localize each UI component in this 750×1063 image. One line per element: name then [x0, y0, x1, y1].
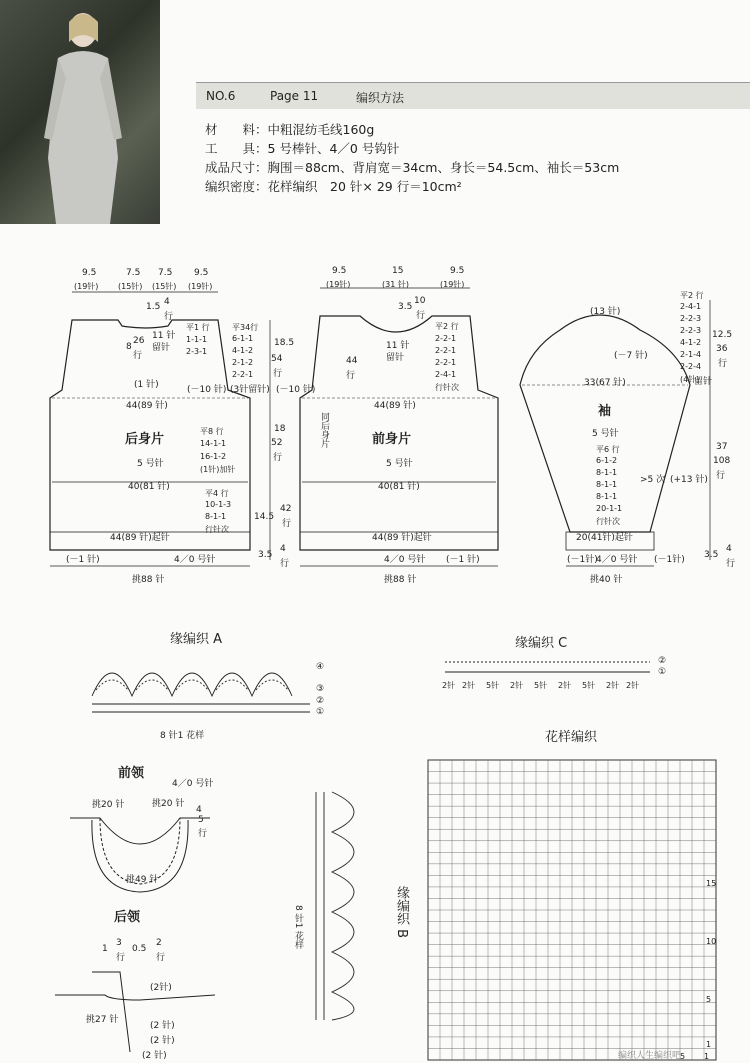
front-neck-c: 行: [416, 311, 426, 321]
edge-c-count-6: 5针: [582, 681, 596, 690]
front-neck-pick1: 挑20 针: [92, 800, 125, 810]
back-dim-3: 7.5: [158, 268, 173, 278]
back-neck-k2b: (2 针): [150, 1036, 175, 1046]
front-needle: 5 号针: [386, 459, 413, 469]
page-number: Page 11: [270, 89, 319, 103]
sleeve-hook: 4／0 号针: [596, 555, 638, 565]
front-same: 同后身片: [319, 412, 329, 448]
back-dim-1: 9.5: [82, 268, 97, 278]
pattern-row-5: 5: [706, 995, 712, 1004]
sleeve-minus1b: (－1针): [654, 555, 685, 565]
front-neck-row-5: 行针次: [435, 383, 459, 392]
back-h4: 4: [280, 544, 286, 554]
front-count-3: (19针): [440, 280, 465, 289]
pattern-number: NO.6: [206, 89, 236, 103]
edge-a-row-1: ①: [316, 707, 325, 717]
back-count-1: (19针): [74, 282, 99, 291]
back-shoulder2-1: 6-1-1: [232, 334, 254, 343]
back-minus1: (1 针): [134, 380, 159, 390]
sleeve-inc-2: 8-1-1: [596, 468, 618, 477]
edge-c-count-2: 5针: [486, 681, 500, 690]
back-h52: 52: [271, 438, 283, 448]
front-side-v: 44: [346, 356, 358, 366]
front-keep: 11 针: [386, 341, 410, 351]
back-side-0: 平8 行: [200, 427, 224, 436]
edge-c-count-1: 2针: [462, 681, 476, 690]
sleeve-cap-2: 2-2-3: [680, 314, 702, 323]
front-neck-row-1: 2-2-1: [435, 334, 457, 343]
edge-c-row-2: ②: [658, 656, 667, 666]
sleeve-len: 37: [716, 442, 728, 452]
sleeve-inc-5: 20-1-1: [596, 504, 623, 513]
back-neck-b: 4: [164, 297, 170, 307]
front-w44: 44(89 针): [374, 401, 416, 411]
sleeve-cap-3: 2-2-3: [680, 326, 702, 335]
size-line: 成品尺寸：胸围＝88cm、背肩宽＝34cm、身长＝54.5cm、袖长＝53cm: [205, 160, 620, 175]
gauge-line: 编织密度：花样编织 20 针× 29 行＝10cm²: [205, 179, 462, 194]
front-neck-hook: 4／0 号针: [172, 779, 214, 789]
back-neck-e: 26: [133, 336, 145, 346]
back-arm: 18.5: [274, 338, 295, 348]
back-count-4: (19针): [188, 282, 213, 291]
edge-c-count-4: 5针: [534, 681, 548, 690]
back-neck-k2c: (2 针): [142, 1051, 167, 1061]
back-neck-c: 行: [164, 312, 174, 322]
front-neck-nr: 行: [198, 829, 208, 839]
sleeve-cap-5: 2-1-4: [680, 350, 702, 359]
sleeve-cap-hr: 行: [718, 359, 728, 369]
edge-c-count-8: 2针: [626, 681, 640, 690]
back-arm-r: 行: [273, 369, 283, 379]
back-side-1: 14-1-1: [200, 439, 227, 448]
sleeve-keep2: 留针: [694, 377, 713, 387]
sleeve-cap-0: 平2 行: [680, 291, 704, 300]
pattern-col-5: 5: [680, 1052, 686, 1061]
sleeve-needle: 5 号针: [592, 429, 619, 439]
edge-c-count-7: 2针: [606, 681, 620, 690]
back-w44: 44(89 针): [126, 401, 168, 411]
front-count-1: (19针): [326, 280, 351, 289]
edge-b-title: 缘编织 B: [394, 886, 409, 939]
front-piece-title: 前身片: [372, 432, 412, 447]
back-neck-a1: 1: [102, 944, 108, 954]
back-shoulder-1: 1-1-1: [186, 335, 208, 344]
sleeve-cap-7: (4针): [680, 375, 700, 384]
pattern-col-1: 1: [704, 1052, 710, 1061]
sleeve-cap-4: 4-1-2: [680, 338, 702, 347]
back-hem-3: 行针次: [205, 525, 229, 534]
sleeve-lenr: 行: [716, 471, 726, 481]
front-neck-n5: 5: [198, 815, 204, 825]
back-shoulder2-2: 4-1-2: [232, 346, 254, 355]
sleeve-plus13: (+13 针): [670, 475, 708, 485]
back-shoulder-0: 平1 行: [186, 323, 210, 332]
edge-c-count-0: 2针: [442, 681, 456, 690]
back-minus10: (－10 针): [187, 385, 227, 395]
back-keep3: (3针留针): [230, 385, 270, 395]
back-h42r: 行: [282, 519, 292, 529]
edge-c-count-5: 2针: [558, 681, 572, 690]
back-hem-2: 8-1-1: [205, 512, 227, 521]
front-neck-row-0: 平2 行: [435, 322, 459, 331]
front-neck-row-2: 2-2-1: [435, 346, 457, 355]
front-pick: 挑88 针: [384, 575, 417, 585]
sleeve-inc-4: 8-1-1: [596, 492, 618, 501]
pattern-title: 花样编织: [545, 730, 598, 745]
back-w40: 40(81 针): [128, 482, 170, 492]
tools-line: 工 具：5 号棒针、4／0 号钩针: [205, 141, 400, 156]
back-side-3: (1针)加针: [200, 465, 236, 474]
back-neck-b2: 2: [156, 938, 162, 948]
back-keep: 11 针: [152, 331, 176, 341]
back-h52r: 行: [273, 453, 283, 463]
front-dim-2: 15: [392, 266, 404, 276]
back-hook: 4／0 号针: [174, 555, 216, 565]
sleeve-inc-6: 行针次: [596, 517, 620, 526]
edge-a-title: 缘编织 A: [170, 632, 223, 647]
back-neck-k2d: (2针): [150, 983, 172, 993]
materials-line: 材 料：中粗混纺毛线160g: [205, 122, 375, 137]
back-h35: 3.5: [258, 550, 273, 560]
sleeve-h35: 3.5: [704, 550, 719, 560]
back-neck-f: 行: [133, 351, 143, 361]
edge-b-repeat: 8 针1 花样: [293, 905, 303, 950]
edge-a-row-4: ④: [316, 662, 325, 672]
back-h4r: 行: [280, 559, 290, 569]
back-piece-title: 后身片: [125, 432, 165, 447]
back-hem-0: 平4 行: [205, 489, 229, 498]
pattern-row-15: 15: [706, 879, 717, 888]
sleeve-title: 袖: [598, 404, 612, 419]
front-neck-row-3: 2-2-1: [435, 358, 457, 367]
front-neck-a: 3.5: [398, 302, 413, 312]
front-side-vr: 行: [346, 371, 356, 381]
front-neck-n4: 4: [196, 805, 202, 815]
edge-a-repeat: 8 针1 花样: [160, 731, 205, 741]
sleeve-inc-1: 6-1-2: [596, 456, 618, 465]
back-h42: 42: [280, 504, 292, 514]
front-dim-3: 9.5: [450, 266, 465, 276]
back-needle: 5 号针: [137, 459, 164, 469]
back-dim-2: 7.5: [126, 268, 141, 278]
back-h18: 18: [274, 424, 286, 434]
front-neck-pick2: 挑20 针: [152, 799, 185, 809]
sleeve-cap-h: 12.5: [712, 330, 733, 340]
front-keep2: 留针: [386, 353, 405, 363]
front-w40: 40(81 针): [378, 482, 420, 492]
pattern-row-10: 10: [706, 937, 717, 946]
sleeve-inc-3: 8-1-1: [596, 480, 618, 489]
sleeve-w33: 33(67 针): [584, 378, 626, 388]
front-cast: 44(89 针)起针: [372, 533, 432, 543]
back-shoulder2-4: 2-2-1: [232, 370, 254, 379]
pattern-row-1: 1: [706, 1040, 712, 1049]
sleeve-cast: 20(41针)起针: [576, 533, 633, 543]
back-shoulder-2: 2-3-1: [186, 347, 208, 356]
sleeve-minus1: (－1针): [567, 555, 598, 565]
back-shoulder2-0: 平34行: [232, 323, 259, 332]
sleeve-lenc: 108: [713, 456, 731, 466]
sleeve-cap-6: 2-2-4: [680, 362, 702, 371]
back-neck-a: 1.5: [146, 302, 161, 312]
back-shoulder2-3: 2-1-2: [232, 358, 254, 367]
edge-a-row-2: ②: [316, 696, 325, 706]
back-neck-title: 后领: [114, 910, 141, 925]
front-minus10: (－10 针): [276, 385, 316, 395]
back-h145: 14.5: [254, 512, 275, 522]
header-title: 编织方法: [356, 91, 405, 105]
front-dim-1: 9.5: [332, 266, 347, 276]
back-cast: 44(89 针)起针: [110, 533, 170, 543]
back-neck-ar: 行: [116, 953, 126, 963]
back-neck-k2: (2 针): [150, 1021, 175, 1031]
back-neck-b05: 0.5: [132, 944, 147, 954]
edge-b-diagram: [316, 792, 354, 1020]
sleeve-pick: 挑40 针: [590, 575, 623, 585]
sleeve-minus7: (－7 针): [614, 351, 648, 361]
back-hem-1: 10-1-3: [205, 500, 232, 509]
back-dim-4: 9.5: [194, 268, 209, 278]
back-count-3: (15针): [152, 282, 177, 291]
front-minus1: (－1 针): [446, 555, 480, 565]
back-minus1b: (－1 针): [66, 555, 100, 565]
sleeve-cap-1: 2-4-1: [680, 302, 702, 311]
edge-c-count-3: 2针: [510, 681, 524, 690]
back-keep2: 留针: [152, 343, 171, 353]
sleeve-times: >5 次: [640, 475, 666, 485]
back-count-2: (15针): [118, 282, 143, 291]
sleeve-top: (13 针): [590, 307, 621, 317]
front-neck-row-4: 2-4-1: [435, 370, 457, 379]
edge-a-diagram: [92, 673, 310, 712]
back-neck-diagram: [55, 972, 215, 1052]
front-neck-b: 10: [414, 296, 426, 306]
edge-a-row-3: ③: [316, 684, 325, 694]
back-neck-br: 行: [156, 953, 166, 963]
sleeve-cap-hc: 36: [716, 344, 728, 354]
watermark: 编织人生编织吧: [618, 1051, 682, 1061]
edge-c-row-1: ①: [658, 667, 667, 677]
sleeve-h4: 4: [726, 544, 732, 554]
back-neck-d: 8: [126, 342, 132, 352]
sleeve-inc-0: 平6 行: [596, 445, 620, 454]
front-hook: 4／0 号针: [384, 555, 426, 565]
back-pick: 挑88 针: [132, 575, 165, 585]
edge-c-title: 缘编织 C: [515, 636, 568, 651]
front-neck-title: 前领: [118, 766, 145, 781]
front-count-2: (31 针): [382, 280, 409, 289]
back-neck-pick: 挑27 针: [86, 1015, 119, 1025]
sleeve-h4r: 行: [726, 559, 736, 569]
back-side-2: 16-1-2: [200, 452, 227, 461]
back-arm-c: 54: [271, 354, 283, 364]
back-neck-a3: 3: [116, 938, 122, 948]
front-neck-pick3: 挑49 针: [126, 875, 159, 885]
edge-c-diagram: [445, 662, 650, 672]
